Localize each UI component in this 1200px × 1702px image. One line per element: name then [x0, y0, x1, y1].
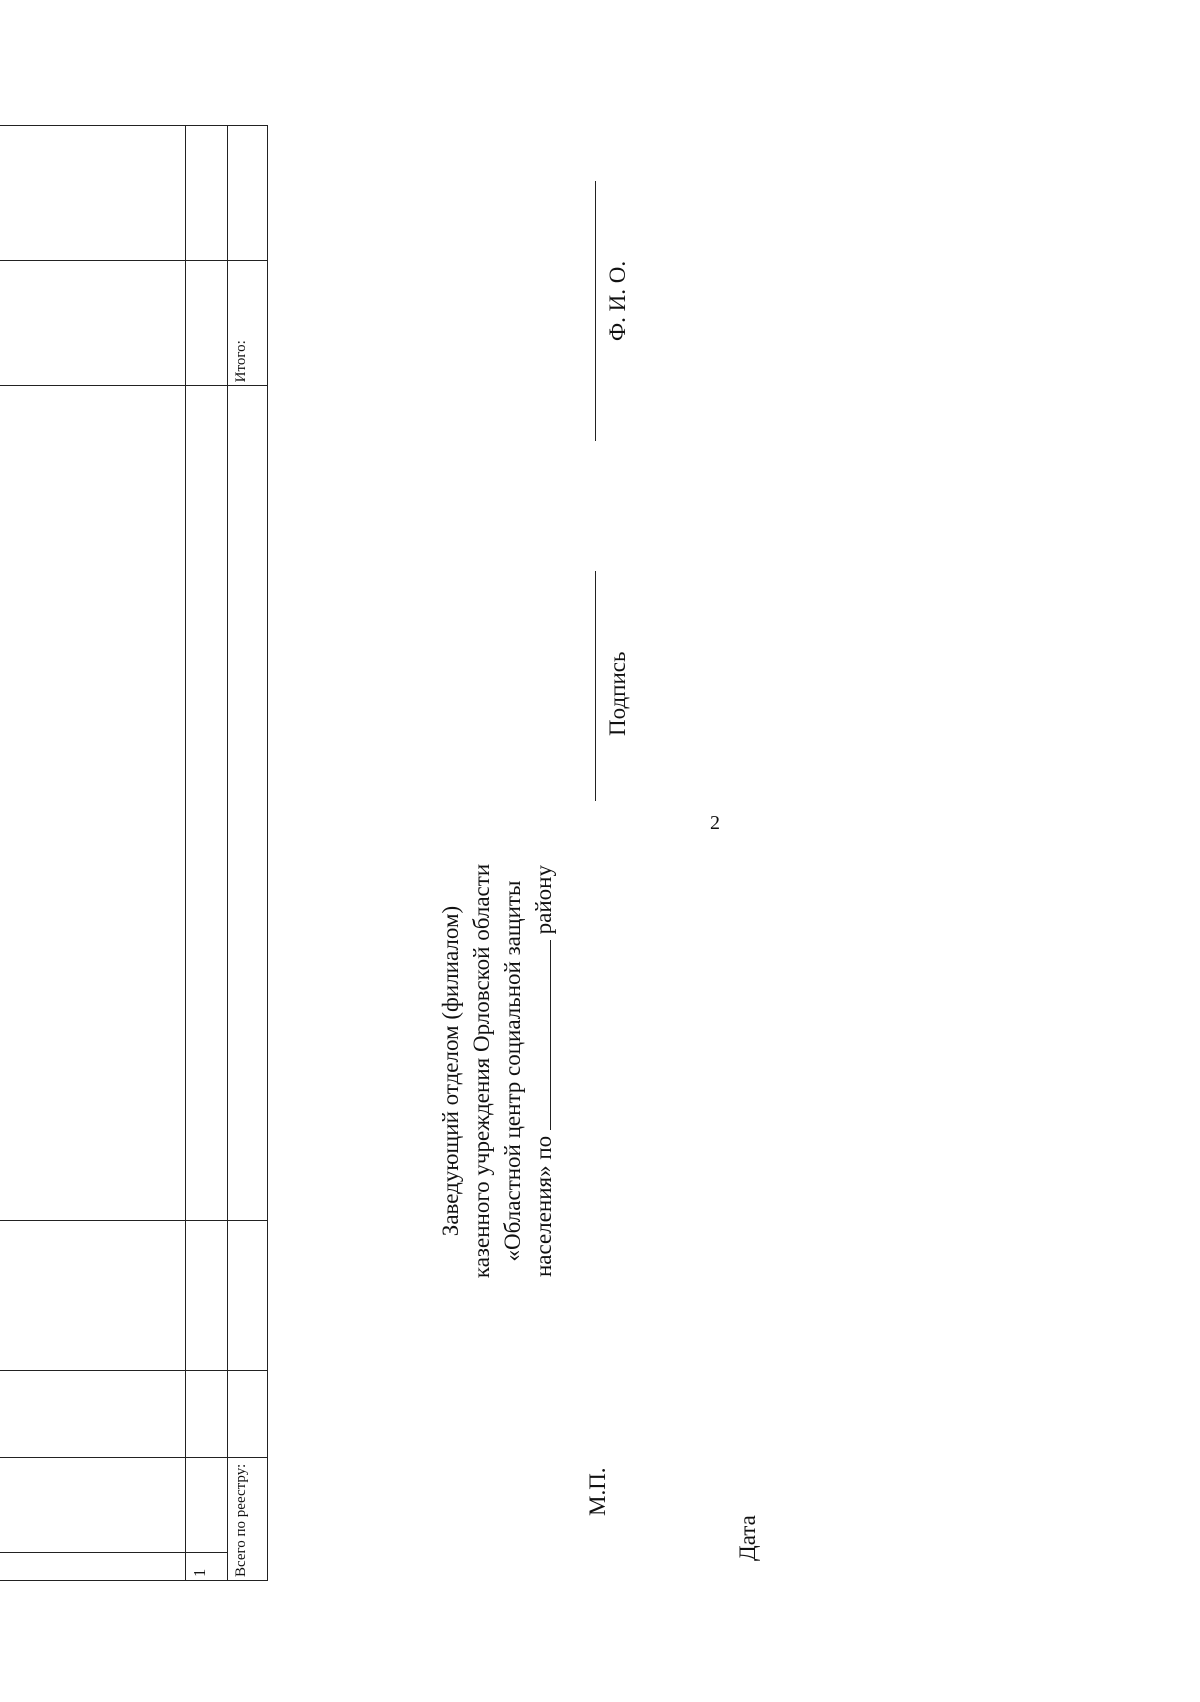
table-cell [228, 1221, 268, 1371]
table-cell [228, 386, 268, 1221]
table-header-row [0, 126, 186, 1581]
stamp-place-label: М.П. [585, 1467, 610, 1516]
table-cell [186, 1371, 228, 1458]
header-residence [0, 1221, 186, 1371]
table-row [186, 126, 228, 1581]
fio-label: Ф. И. О. [605, 260, 630, 341]
header-number [0, 1553, 186, 1581]
signature-label: Подпись [605, 651, 630, 736]
header-deceased-name [0, 1458, 186, 1553]
header-compensation [0, 261, 186, 386]
signature-line-1: Заведующий отделом (филиалом) [438, 905, 463, 1237]
registry-table [0, 125, 268, 1581]
signature-blank-line [595, 571, 596, 801]
district-blank-line [530, 940, 551, 1130]
table-cell [186, 386, 228, 1221]
signature-block [435, 621, 559, 1521]
table-cell [186, 1458, 228, 1553]
table-cell [186, 1221, 228, 1371]
table-cell [186, 261, 228, 386]
summary-row [228, 126, 268, 1581]
table-cell [186, 126, 228, 261]
page-number: 2 [710, 812, 720, 834]
header-category [0, 386, 186, 1221]
signature-line-4-start: населения» по [531, 1135, 556, 1277]
summary-label: Всего по реестру: [228, 1458, 268, 1581]
signature-line-3: «Областной центр социальной защиты [500, 880, 525, 1262]
signature-line-4 [528, 621, 559, 1521]
signature-line-2: казенного учреждения Орловской области [469, 863, 494, 1279]
total-label: Итого: [228, 261, 268, 386]
table-cell [228, 1371, 268, 1458]
signature-line-4-end: району [531, 865, 556, 935]
header-bank-details [0, 126, 186, 261]
table-cell [228, 126, 268, 261]
row-number: 1 [186, 1553, 228, 1581]
fio-blank-line [595, 181, 596, 441]
date-label: Дата [735, 1515, 760, 1561]
header-applicant-family [0, 1371, 186, 1458]
